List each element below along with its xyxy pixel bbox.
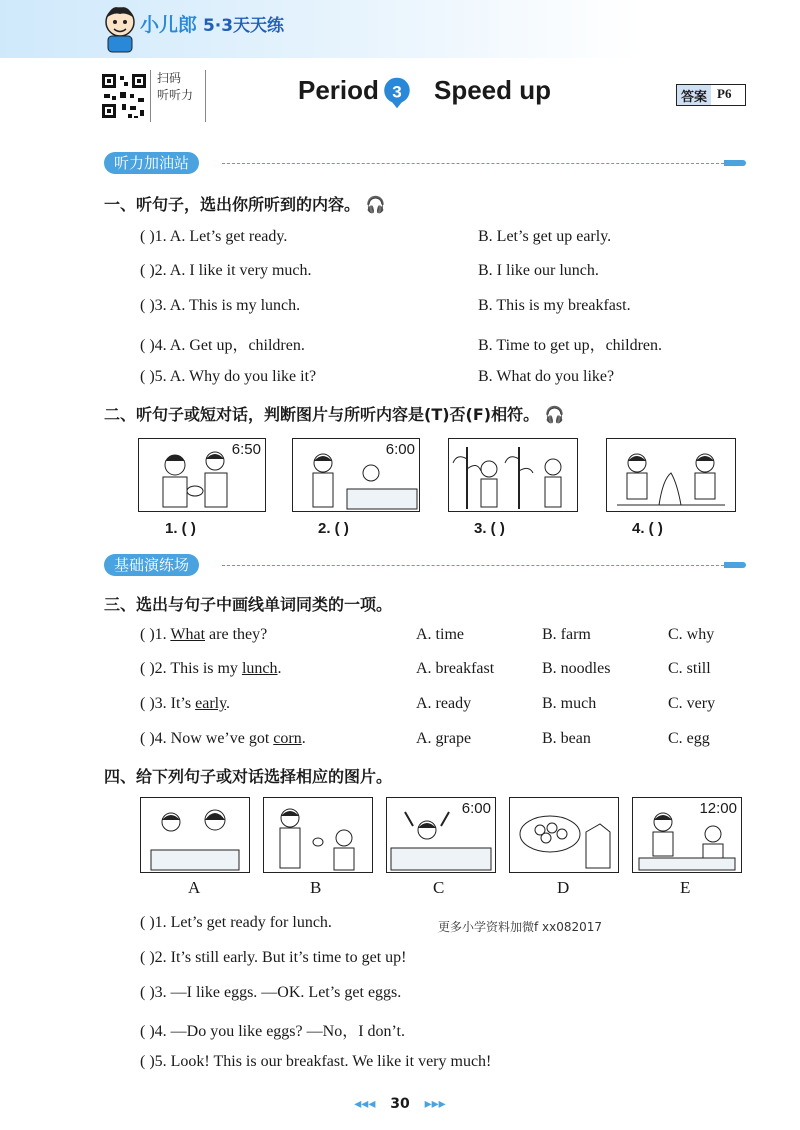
section4-title: 四、给下列句子或对话选择相应的图片。 (104, 767, 393, 786)
picture-b (263, 797, 373, 873)
divider (222, 163, 724, 164)
option-c: C. egg (668, 730, 710, 747)
headphones-icon[interactable]: 🎧 (365, 195, 386, 214)
picture-2 (292, 438, 420, 512)
period-number-badge (380, 76, 414, 110)
picture-c (386, 797, 496, 873)
answer-blank-4[interactable]: 4. ( ) (632, 520, 663, 537)
picture-label-e: E (680, 878, 691, 897)
answer-blank-1[interactable]: 1. ( ) (165, 520, 196, 537)
scan-line-2: 听听力 (157, 88, 194, 102)
section3-title: 三、选出与句子中画线单词同类的一项。 (104, 595, 393, 614)
picture-1 (138, 438, 266, 512)
scan-line-1: 扫码 (157, 71, 182, 85)
picture-d (509, 797, 619, 873)
option-a: A. time (416, 626, 464, 643)
picture-label-c: C (433, 878, 445, 897)
list-item-option-b: B. Let’s get up early. (478, 228, 612, 245)
list-item: ( )4. Now we’ve got corn. (140, 730, 306, 747)
list-item: ( )1. Let’s get ready for lunch. (140, 914, 332, 931)
picture-label-a: A (188, 878, 201, 897)
mascot-icon (98, 4, 142, 54)
list-item-option-b: B. Time to get up，children. (478, 337, 663, 354)
option-b: B. much (542, 695, 597, 712)
farm-children-illustration-icon (449, 439, 577, 511)
list-item: ( )2. A. I like it very much. (140, 262, 312, 279)
scan-listen-label (150, 70, 206, 122)
list-item: ( )2. This is my lunch. (140, 660, 282, 677)
brand-name: 小儿郎 (140, 14, 198, 36)
option-b: B. bean (542, 730, 591, 747)
basics-tag: 基础演练场 (104, 554, 199, 576)
list-item: ( )4. A. Get up，children. (140, 337, 305, 354)
watermark-note: 更多小学资料加微f xx082017 (438, 920, 603, 934)
clock-time: 6:00 (461, 800, 491, 817)
left-arrows-icon: ◂◂◂ (354, 1096, 376, 1112)
picture-label-b: B (310, 878, 322, 897)
picture-4 (606, 438, 736, 512)
pencil-icon (724, 562, 746, 568)
list-item: ( )4. —Do you like eggs? —No，I don’t. (140, 1023, 406, 1040)
list-item-option-b: B. What do you like? (478, 368, 615, 385)
buns-milk-illustration-icon (510, 798, 618, 872)
answer-blank-3[interactable]: 3. ( ) (474, 520, 505, 537)
clock-time: 6:00 (385, 441, 415, 458)
page-title: Speed up (434, 75, 552, 105)
list-item: ( )5. A. Why do you like it? (140, 368, 317, 385)
list-item: ( )3. It’s early. (140, 695, 231, 712)
answer-page: P6 (717, 86, 732, 101)
answer-reference[interactable] (676, 84, 746, 106)
list-item: ( )1. What are they? (140, 626, 268, 643)
page-number: 30 (390, 1096, 410, 1112)
boy-eggs-illustration-icon (264, 798, 372, 872)
clock-time: 6:50 (231, 441, 261, 458)
answer-blank-2[interactable]: 2. ( ) (318, 520, 349, 537)
answer-label: 答案 (677, 85, 711, 105)
brand-logo (140, 10, 284, 37)
headphones-icon[interactable]: 🎧 (544, 405, 565, 424)
list-item: ( )3. A. This is my lunch. (140, 297, 301, 314)
list-item: ( )2. It’s still early. But it’s time to get up! (140, 949, 407, 966)
option-a: A. breakfast (416, 660, 495, 677)
clock-time: 12:00 (699, 800, 737, 817)
qr-code-icon[interactable] (100, 72, 148, 120)
period-label: Period (298, 75, 379, 105)
picture-a (140, 797, 250, 873)
picture-e (632, 797, 742, 873)
option-b: B. farm (542, 626, 591, 643)
picture-3 (448, 438, 578, 512)
listening-tag: 听力加油站 (104, 152, 199, 174)
list-item-option-b: B. This is my breakfast. (478, 297, 631, 314)
section1-title: 一、听句子，选出你所听到的内容。 🎧 (104, 195, 386, 214)
option-a: A. grape (416, 730, 472, 747)
option-b: B. noodles (542, 660, 611, 677)
picture-label-d: D (557, 878, 570, 897)
option-c: C. still (668, 660, 711, 677)
section2-title: 二、听句子或短对话，判断图片与所听内容是(T)否(F)相符。 🎧 (104, 405, 565, 424)
list-item: ( )3. —I like eggs. —OK. Let’s get eggs. (140, 984, 402, 1001)
page-footer (0, 1096, 800, 1112)
planting-children-illustration-icon (607, 439, 735, 511)
brand-series: 5·3天天练 (202, 16, 285, 36)
list-item: ( )1. A. Let’s get ready. (140, 228, 288, 245)
list-item: ( )5. Look! This is our breakfast. We like it very much! (140, 1053, 492, 1070)
option-a: A. ready (416, 695, 472, 712)
list-item-option-b: B. I like our lunch. (478, 262, 599, 279)
pencil-icon (724, 160, 746, 166)
mother-child-kitchen-illustration-icon (141, 798, 249, 872)
option-c: C. why (668, 626, 715, 643)
option-c: C. very (668, 695, 716, 712)
period-number: 3 (392, 82, 402, 102)
divider (222, 565, 724, 566)
right-arrows-icon: ▸▸▸ (424, 1096, 446, 1112)
